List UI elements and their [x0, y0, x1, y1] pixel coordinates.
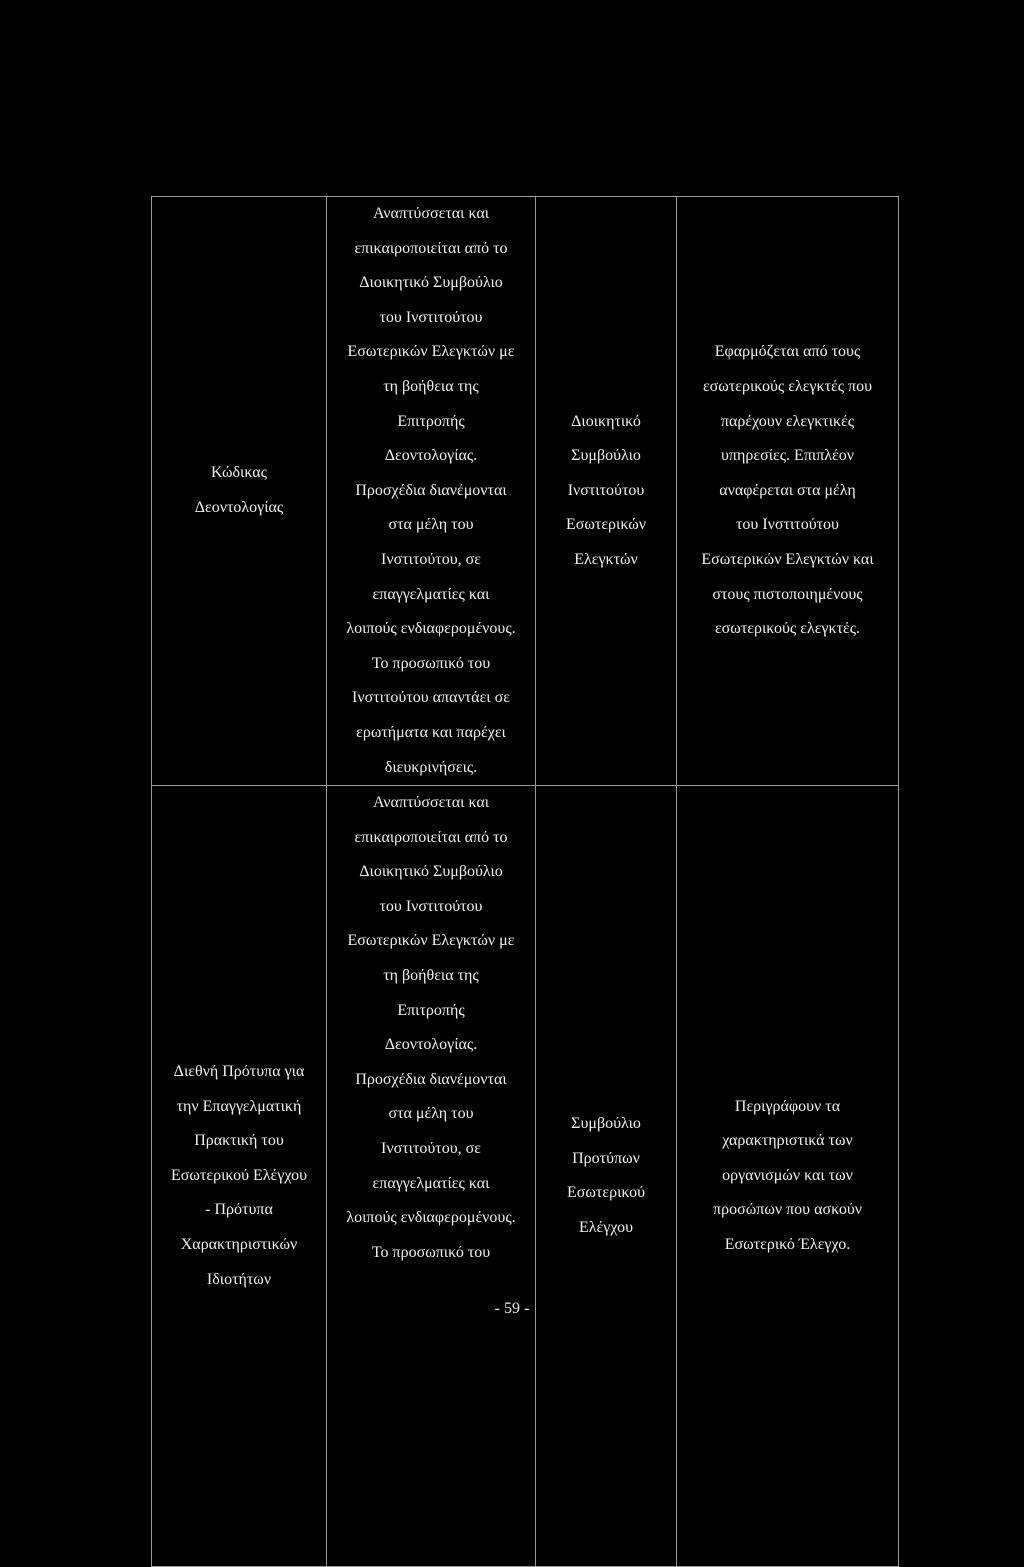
cell-text-line: Πρακτική του — [194, 1132, 284, 1150]
cell-text-line: του Ινστιτούτου — [379, 897, 483, 915]
row-description-cell — [327, 197, 536, 786]
cell-text-line: στα μέλη του — [388, 1105, 474, 1123]
cell-text-line: Εσωτερικού — [567, 1184, 645, 1202]
cell-text-line: Επιτροπής — [397, 1001, 465, 1019]
cell-text-line: Δεοντολογίας. — [384, 1036, 478, 1054]
row-scope-cell — [677, 197, 899, 786]
cell-text-line: Εφαρμόζεται από τους — [714, 343, 861, 361]
cell-text-line: Προτύπων — [572, 1149, 640, 1167]
cell-text-line: Εσωτερικών — [565, 516, 647, 534]
cell-text-line: Ιδιοτήτων — [206, 1270, 272, 1288]
cell-text-line: Περιγράφουν τα — [734, 1097, 841, 1115]
cell-text-line: Ινστιτούτου, σε — [381, 550, 481, 568]
cell-text-line: Ελέγχου — [579, 1218, 633, 1236]
cell-text-line: τη βοήθεια της — [383, 377, 479, 395]
cell-text-line: Αναπτύσσεται και — [372, 205, 490, 222]
row-title-cell — [152, 786, 327, 1567]
cell-text-line: Το προσωπικό του — [371, 1243, 491, 1261]
row-issuing-body-cell — [536, 786, 677, 1567]
cell-text-line: υπηρεσίες. Επιπλέον — [721, 447, 854, 465]
cell-text-line: επαγγελματίες και — [372, 585, 490, 603]
cell-text-line: Ινστιτούτου — [567, 481, 645, 499]
cell-text-line: Επιτροπής — [397, 412, 465, 430]
cell-text-line: παρέχουν ελεγκτικές — [720, 412, 855, 430]
cell-text-line: Αναπτύσσεται και — [372, 794, 490, 812]
cell-text-line: λοιπούς ενδιαφερομένους. — [346, 1209, 516, 1227]
cell-text-line: του Ινστιτούτου — [736, 516, 839, 534]
cell-text-line: οργανισμών και των — [722, 1166, 853, 1184]
cell-text-line: εσωτερικούς ελεγκτές. — [714, 620, 861, 638]
row-scope-cell — [677, 786, 899, 1567]
cell-text-line: Διοικητικό — [571, 412, 641, 430]
standards-table — [151, 196, 899, 1567]
cell-text-line: επικαιροποιείται από το — [354, 239, 508, 257]
cell-text-line: προσώπων που ασκούν — [713, 1201, 862, 1219]
cell-text-line: Συμβούλιο — [571, 447, 641, 465]
table-row — [152, 197, 899, 786]
cell-text-line: στα μέλη του — [388, 516, 474, 534]
cell-text-line: στους πιστοποιημένους — [712, 585, 863, 603]
cell-text-line: Εσωτερικό Έλεγχο. — [724, 1235, 851, 1253]
cell-text-line: χαρακτηριστικά των — [722, 1132, 853, 1150]
cell-text-line: του Ινστιτούτου — [379, 308, 483, 326]
cell-text-line: - Πρότυπα — [205, 1201, 273, 1219]
cell-text-line: Συμβούλιο — [571, 1114, 641, 1132]
cell-text-line: Ινστιτούτου απαντάει σε — [352, 689, 510, 707]
cell-text-line: Εσωτερικών Ελεγκτών και — [701, 550, 874, 568]
cell-text-line: Δεοντολογίας. — [384, 447, 478, 465]
cell-text-line: λοιπούς ενδιαφερομένους. — [346, 620, 516, 638]
page-number: - 59 - — [494, 1300, 530, 1317]
cell-text-line: Το προσωπικό του — [371, 654, 491, 672]
cell-text-line: επικαιροποιείται από το — [354, 828, 508, 846]
row-title-cell — [152, 197, 327, 786]
cell-text-line: αναφέρεται στα μέλη — [719, 481, 856, 499]
cell-text-line: επαγγελματίες και — [372, 1174, 490, 1192]
cell-text-line: Δεοντολογίας — [194, 499, 284, 517]
cell-text-line: την Επαγγελματική — [176, 1097, 302, 1115]
cell-text-line: Εσωτερικού Ελέγχου — [171, 1166, 307, 1184]
cell-text-line: Ελεγκτών — [574, 550, 638, 568]
cell-text-line: Κώδικας — [211, 464, 267, 482]
cell-text-line: εσωτερικούς ελεγκτές που — [702, 377, 873, 395]
row-description-cell — [327, 786, 536, 1567]
cell-text-line: Ινστιτούτου, σε — [381, 1140, 481, 1158]
cell-text-line: Εσωτερικών Ελεγκτών με — [347, 932, 515, 950]
cell-text-line: διευκρινήσεις. — [384, 758, 478, 776]
cell-text-line: τη βοήθεια της — [383, 967, 479, 985]
cell-text-line: Προσχέδια διανέμονται — [355, 1070, 507, 1088]
cell-text-line: Διοικητικό Συμβούλιο — [359, 274, 503, 292]
cell-text-line: Προσχέδια διανέμονται — [355, 481, 507, 499]
table-row — [152, 786, 899, 1567]
row-issuing-body-cell — [536, 197, 677, 786]
cell-text-line: Διοικητικό Συμβούλιο — [359, 863, 503, 881]
cell-text-line: ερωτήματα και παρέχει — [356, 723, 506, 741]
cell-text-line: Εσωτερικών Ελεγκτών με — [347, 343, 515, 361]
cell-text-line: Διεθνή Πρότυπα για — [173, 1063, 305, 1081]
cell-text-line: Χαρακτηριστικών — [180, 1235, 298, 1253]
